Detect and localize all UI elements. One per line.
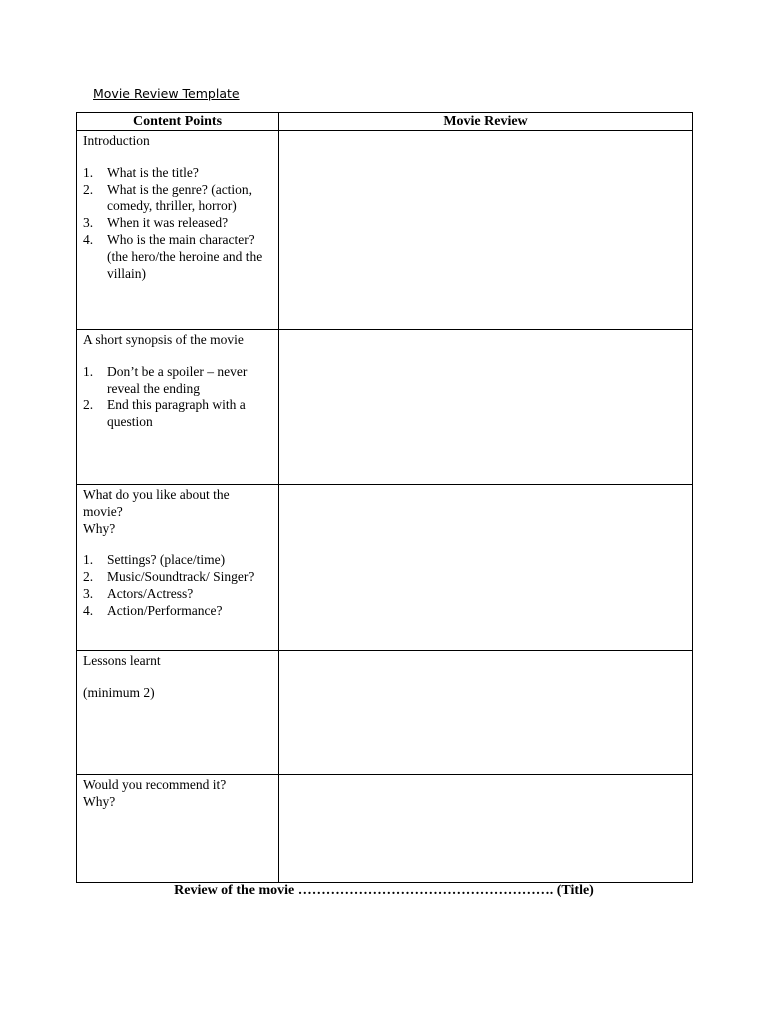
table-row [77, 131, 693, 330]
row-label: Why? [83, 520, 116, 536]
point-list [83, 364, 272, 431]
footer-review-title-line: Review of the movie ………………………………………………. (Title) [174, 883, 594, 898]
table-row [77, 485, 693, 651]
review-table [76, 112, 693, 883]
point-list [83, 165, 272, 283]
content-points-cell [77, 775, 279, 883]
content-points-cell [77, 485, 279, 651]
list-item: 2. What is the genre? (action, comedy, thriller, horror) [83, 181, 253, 214]
row-label: Why? [83, 793, 116, 809]
movie-review-cell[interactable] [279, 651, 693, 775]
header-content-points: Content Points [77, 113, 279, 131]
list-item: 4. Action/Performance? [83, 602, 223, 618]
row-label: Introduction [83, 133, 150, 148]
row-label: Lessons learnt [83, 653, 161, 668]
content-points-cell [77, 131, 279, 330]
list-item: 1. Settings? (place/time) [83, 552, 226, 568]
list-item: 3. When it was released? [83, 215, 229, 231]
list-item: 2. Music/Soundtrack/ Singer? [83, 569, 255, 585]
row-note: (minimum 2) [83, 684, 155, 700]
row-label: A short synopsis of the movie [83, 332, 244, 347]
header-movie-review: Movie Review [279, 113, 693, 131]
point-list [83, 552, 272, 619]
list-item: 1. What is the title? [83, 164, 199, 180]
content-points-cell [77, 651, 279, 775]
list-item: 4. Who is the main character? (the hero/the heroine and the villain) [83, 231, 263, 281]
row-label: What do you like about the movie? [83, 487, 230, 519]
movie-review-cell[interactable] [279, 131, 693, 330]
list-item: 2. End this paragraph with a question [83, 397, 246, 430]
document-title: Movie Review Template [93, 86, 240, 101]
list-item: 3. Actors/Actress? [83, 585, 194, 601]
movie-review-cell[interactable] [279, 330, 693, 485]
table-row [77, 651, 693, 775]
movie-review-cell[interactable] [279, 485, 693, 651]
movie-review-cell[interactable] [279, 775, 693, 883]
table-header-row [77, 113, 693, 131]
content-points-cell [77, 330, 279, 485]
table-row [77, 775, 693, 883]
list-item: 1. Don’t be a spoiler – never reveal the ending [83, 363, 248, 396]
table-row [77, 330, 693, 485]
row-label: Would you recommend it? [83, 777, 227, 792]
